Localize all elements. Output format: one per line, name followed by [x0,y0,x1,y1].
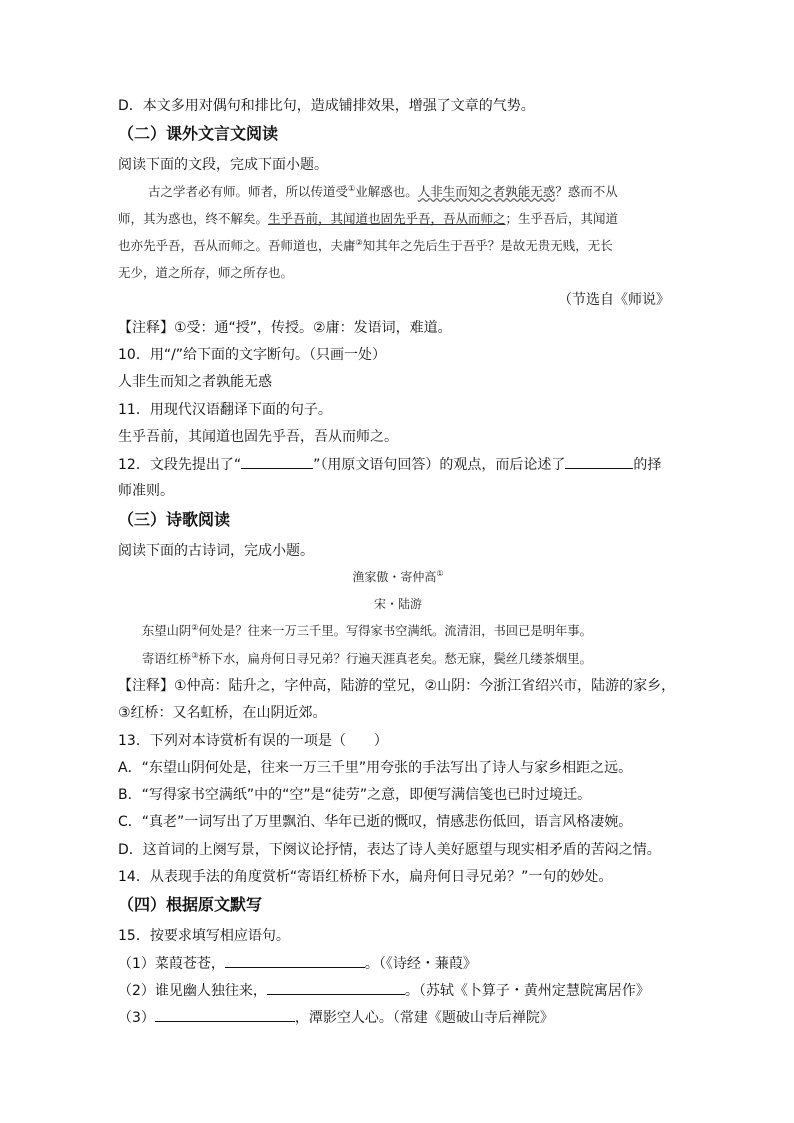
question-13-option-b[interactable]: B．“写得家书空满纸”中的“空”是“徒劳”之意，即便写满信笺也已时过境迁。 [118,787,592,803]
answer-blank[interactable] [225,953,365,968]
question-12-fragment: ”（用原文语句回答）的观点，而后论述了 [313,457,566,473]
question-15-3 [118,1007,554,1028]
question-11-text: 生乎吾前，其闻道也固先乎吾，吾从而师之。 [118,429,398,445]
poem-title-text: 渔家傲・寄仲高 [352,570,437,584]
question-15-fragment: ，潭影空人心。（常建《题破山寺后禅院》 [294,1010,554,1026]
section-2-instruction: 阅读下面的文段，完成下面小题。 [118,157,328,173]
annotation-2-line-1: 【注释】①仲高：陆升之，字仲高，陆游的堂兄，②山阴：今浙江省绍兴市，陆游的家乡， [118,678,676,694]
question-15-fragment: 。（《诗经・蒹葭》 [364,956,477,972]
classical-fragment: ？惑而不从 [555,184,618,199]
answer-blank[interactable] [155,1007,295,1022]
classical-text-line-3 [118,236,613,256]
answer-blank[interactable] [267,980,405,995]
footnote-marker: ① [348,183,356,193]
option-d-text: D．本文多用对偶句和排比句，造成铺排效果，增强了文章的气势。 [118,98,535,114]
question-10: 10．用“/”给下面的文字断句。（只画一处） [118,347,387,363]
poem-line-2 [142,649,592,669]
question-15-fragment: （3） [118,1010,155,1026]
wavy-underlined-sentence: 人非生而知之者孰能无惑 [417,184,556,199]
footnote-marker: ② [191,622,199,632]
section-4-title: （四）根据原文默写 [118,895,263,914]
annotation-1: 【注释】①受：通“授”，传授。②庸：发语词，难道。 [118,320,452,336]
classical-fragment: ；生乎吾后，其闻道 [505,211,619,226]
source-citation: （节选自《师说》 [558,292,670,308]
poem-fragment: 何处是？往来一万三千里。写得家书空满纸。流清泪，书回已是明年事。 [198,624,592,638]
question-13-option-d[interactable]: D．这首词的上阕写景，下阕议论抒情，表达了诗人美好愿望与现实相矛盾的苦闷之情。 [118,842,661,858]
poem-title [118,567,678,587]
question-10-text: 人非生而知之者孰能无惑 [118,374,272,390]
classical-fragment: 师，其为惑也，终不解矣。 [118,211,269,226]
section-2-title: （二）课外文言文阅读 [118,124,279,143]
classical-fragment: 业解惑也。 [355,184,418,199]
question-15-2 [118,980,650,1001]
question-15-fragment: 。（苏轼《卜算子・黄州定慧院寓居作》 [404,983,650,999]
answer-blank[interactable] [241,454,313,469]
question-11: 11．用现代汉语翻译下面的句子。 [118,402,332,418]
underlined-sentence: 生乎吾前，其闻道也固先乎吾，吾从而师之 [268,211,506,226]
question-15-fragment: （2）谁见幽人独往来， [118,983,267,999]
classical-fragment: 知其年之先后生于吾乎？是故无贵无贱，无长 [362,238,613,253]
classical-fragment: 古之学者必有师。师者，所以传道受 [148,184,349,199]
annotation-2-line-2: ③红桥：又名虹桥，在山阴近郊。 [118,705,327,721]
classical-text-line-4: 无少，道之所存，师之所存也。 [118,265,294,280]
answer-blank[interactable] [565,454,633,469]
classical-text-line-1 [148,182,618,202]
question-12-fragment: 的择 [633,457,662,473]
footnote-marker: ① [436,569,444,578]
question-12-continued: 师准则。 [118,483,174,499]
question-15-1 [118,953,477,974]
question-12-fragment: 12．文段先提出了“ [118,457,242,473]
question-13-option-c[interactable]: C．“真老”一词写出了万里飘泊、华年已逝的慨叹，情感悲伤低回，语言风格凄婉。 [118,814,633,830]
section-3-instruction: 阅读下面的古诗词，完成小题。 [118,543,314,559]
question-13: 13．下列对本诗赏析有误的一项是（ ） [118,733,388,749]
poem-fragment: 东望山阴 [142,624,192,638]
section-3-title: （三）诗歌阅读 [118,510,231,529]
poem-line-1 [142,621,592,641]
footnote-marker: ③ [191,650,199,660]
poem-author: 宋・陆游 [373,597,422,611]
question-13-option-a[interactable]: A．“东望山阴何处是，往来一万三千里”用夸张的手法写出了诗人与家乡相距之远。 [118,760,633,776]
poem-fragment: 寄语红桥 [142,652,192,666]
question-15-fragment: （1）菜葭苍苍， [118,956,225,972]
footnote-marker: ② [355,237,363,247]
question-12 [118,454,661,475]
poem-fragment: 桥下水，扁舟何日寻兄弟？行遍天涯真老矣。愁无寐，鬓丝几缕茶烟里。 [198,652,592,666]
classical-text-line-2 [118,209,618,229]
question-14: 14．从表现手法的角度赏析“寄语红桥桥下水，扁舟何日寻兄弟？”一句的妙处。 [118,869,613,885]
question-15: 15．按要求填写相应语句。 [118,928,290,944]
classical-fragment: 也亦先乎吾，吾从而师之。吾师道也，夫庸 [118,238,356,253]
